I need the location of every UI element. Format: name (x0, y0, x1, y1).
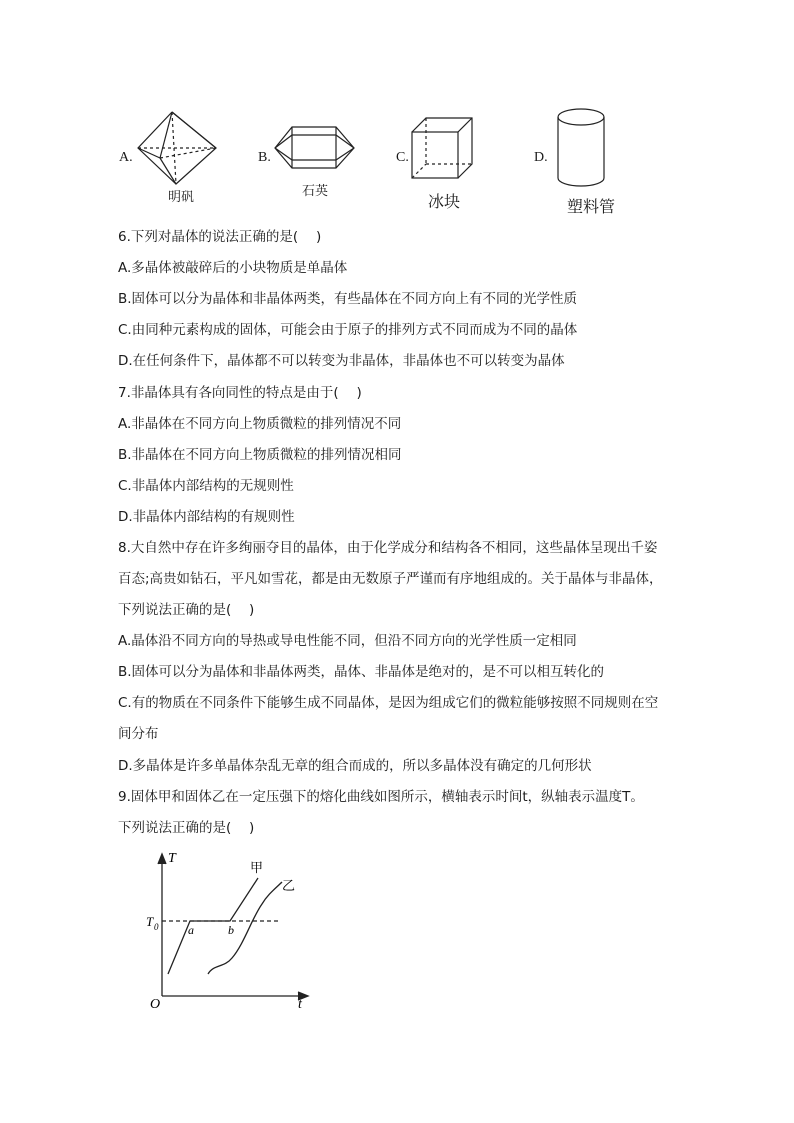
question-9-stem-line-1: 9.固体甲和固体乙在一定压强下的熔化曲线如图所示，横轴表示时间t，纵轴表示温度T。 (118, 789, 644, 805)
figure-c-label: 冰块 (428, 194, 461, 211)
hexagonal-prism-crystal-icon (272, 122, 358, 174)
figure-b-letter: B. (258, 150, 271, 165)
point-b-label: b (228, 923, 234, 937)
figure-a-label: 明矾 (168, 189, 195, 204)
question-8-option-c-line-2: 间分布 (118, 726, 159, 742)
question-7-option-b: B.非晶体在不同方向上物质微粒的排列情况相同 (118, 447, 402, 463)
crystal-figures-row (0, 0, 794, 220)
question-8-stem-line-3: 下列说法正确的是( ) (118, 602, 255, 618)
question-6-option-c: C.由同种元素构成的固体，可能会由于原子的排列方式不同而成为不同的晶体 (118, 322, 578, 338)
question-7-stem: 7.非晶体具有各向同性的特点是由于( ) (118, 385, 362, 401)
figure-d-label: 塑料管 (567, 199, 616, 216)
y-axis-arrow (158, 854, 166, 864)
curve-yi-label: 乙 (282, 879, 296, 894)
t0-label: T (146, 914, 154, 929)
figure-d-letter: D. (534, 150, 548, 165)
melting-curve-graph (140, 846, 320, 1011)
t0-subscript: 0 (154, 922, 159, 932)
question-8-option-a: A.晶体沿不同方向的导热或导电性能不同，但沿不同方向的光学性质一定相同 (118, 633, 577, 649)
figure-a-letter: A. (119, 150, 133, 165)
question-9-stem-line-2: 下列说法正确的是( ) (118, 820, 255, 836)
question-8-stem-line-1: 8.大自然中存在许多绚丽夺目的晶体，由于化学成分和结构各不相同，这些晶体呈现出千姿 (118, 540, 658, 556)
question-8-option-d: D.多晶体是许多单晶体杂乱无章的组合而成的，所以多晶体没有确定的几何形状 (118, 758, 592, 774)
x-axis-label: t (298, 997, 302, 1012)
question-6-stem: 6.下列对晶体的说法正确的是( ) (118, 229, 322, 245)
point-a-label: a (188, 923, 194, 937)
question-8-stem-line-2: 百态;高贵如钻石，平凡如雪花，都是由无数原子严谨而有序地组成的。关于晶体与非晶体， (118, 571, 663, 587)
cylinder-icon (555, 106, 609, 190)
figure-b-label: 石英 (302, 183, 329, 198)
question-8-option-c-line-1: C.有的物质在不同条件下能够生成不同晶体，是因为组成它们的微粒能够按照不同规则在空 (118, 695, 659, 711)
octahedron-crystal-icon (130, 108, 230, 188)
cube-crystal-icon (410, 116, 474, 182)
question-7-option-d: D.非晶体内部结构的有规则性 (118, 509, 295, 525)
question-6-option-b: B.固体可以分为晶体和非晶体两类，有些晶体在不同方向上有不同的光学性质 (118, 291, 578, 307)
question-6-option-a: A.多晶体被敲碎后的小块物质是单晶体 (118, 260, 348, 276)
y-axis-label: T (168, 851, 176, 866)
question-6-option-d: D.在任何条件下，晶体都不可以转变为非晶体，非晶体也不可以转变为晶体 (118, 353, 565, 369)
origin-label: O (150, 997, 161, 1012)
question-8-option-b: B.固体可以分为晶体和非晶体两类，晶体、非晶体是绝对的，是不可以相互转化的 (118, 664, 605, 680)
figure-c-letter: C. (396, 150, 409, 165)
question-7-option-a: A.非晶体在不同方向上物质微粒的排列情况不同 (118, 416, 402, 432)
curve-jia-label: 甲 (250, 861, 264, 876)
curve-yi (208, 882, 282, 974)
curve-jia (168, 878, 258, 974)
question-7-option-c: C.非晶体内部结构的无规则性 (118, 478, 294, 494)
